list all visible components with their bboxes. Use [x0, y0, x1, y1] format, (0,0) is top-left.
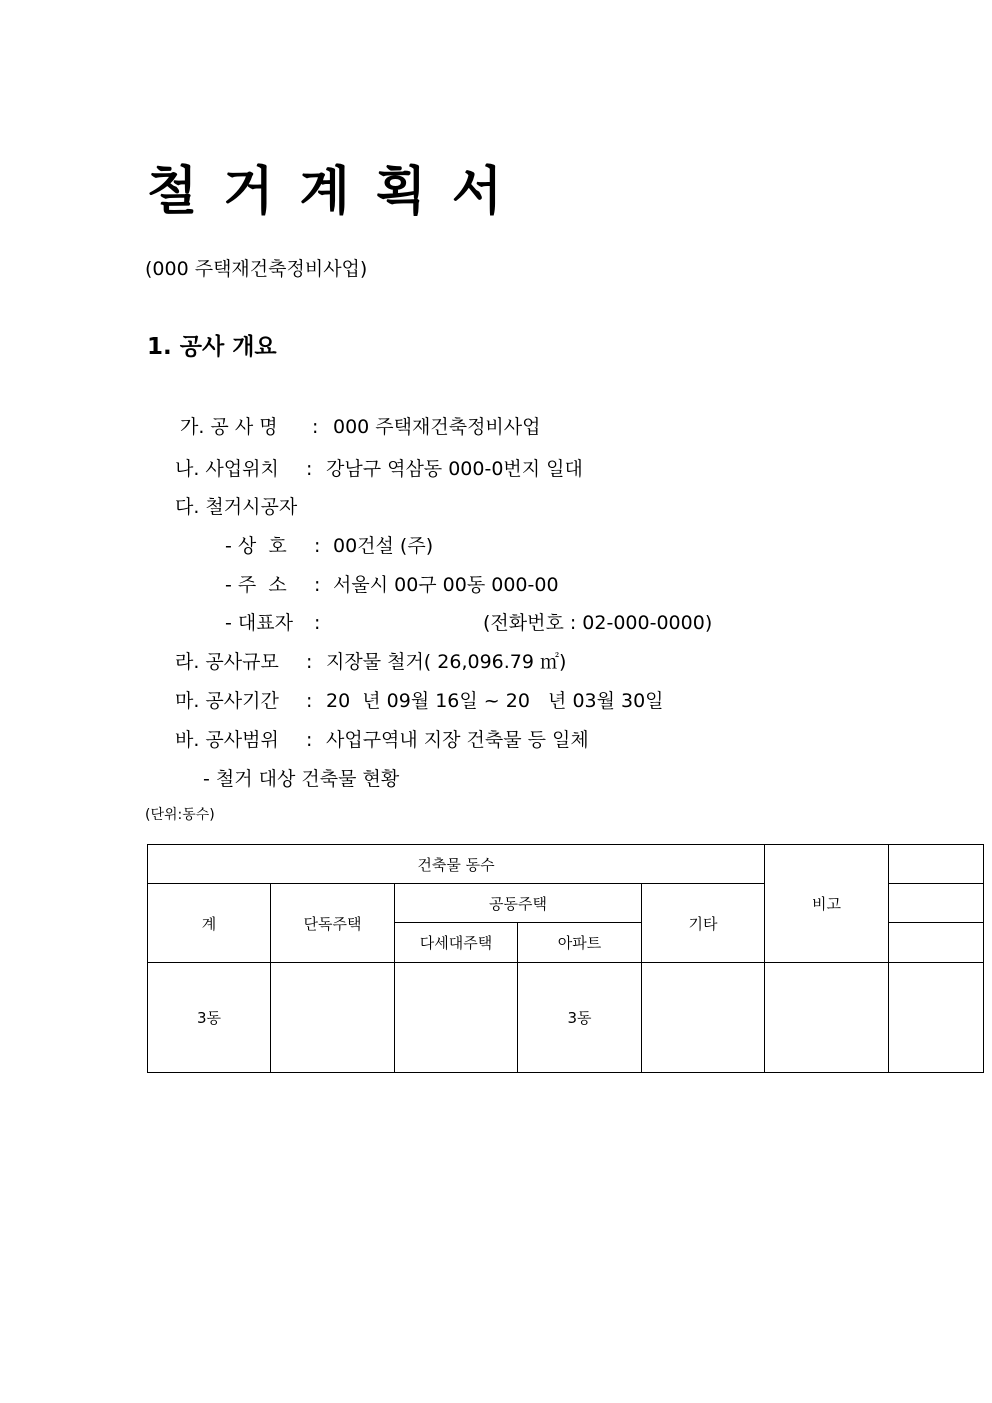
cell-other [642, 963, 765, 1073]
header-building-count: 건축물 동수 [148, 845, 765, 884]
item-address-label: - 주 소 [225, 574, 287, 596]
item-scope-label: 바. 공사범위 [175, 729, 279, 751]
section-heading: 1. 공사 개요 [147, 334, 277, 360]
item-location-label: 나. 사업위치 [175, 458, 279, 480]
item-contractor-label: 다. 철거시공자 [175, 496, 298, 518]
item-location-sep: : [306, 458, 313, 480]
item-project-name-value: 000 주택재건축정비사업 [333, 416, 541, 438]
cell-remarks [765, 963, 889, 1073]
document-title: 철거계획서 [147, 162, 529, 222]
table-row [148, 963, 984, 1073]
header-total: 계 [148, 884, 271, 963]
cell-apartment: 3동 [518, 963, 642, 1073]
header-remarks: 비고 [765, 845, 889, 963]
header-other: 기타 [642, 884, 765, 963]
extra-header-cell-2 [889, 884, 984, 923]
item-location-value: 강남구 역삼동 000-0번지 일대 [326, 458, 583, 480]
item-scale-value: 지장물 철거( 26,096.79 ㎡) [326, 651, 567, 673]
item-period-label: 마. 공사기간 [175, 690, 279, 712]
cell-detached [271, 963, 395, 1073]
item-scale-sep: : [306, 651, 313, 673]
item-project-name-sep: : [312, 416, 319, 438]
item-company-sep: : [314, 535, 321, 557]
header-detached-house: 단독주택 [271, 884, 395, 963]
item-period-sep: : [306, 690, 313, 712]
item-representative-sep: : [314, 612, 321, 634]
extra-header-cell-3 [889, 923, 984, 963]
header-multiplex-house: 다세대주택 [395, 923, 518, 963]
unit-note: (단위:동수) [145, 807, 215, 823]
cell-multiplex [395, 963, 518, 1073]
extra-header-cell-1 [889, 845, 984, 884]
item-address-sep: : [314, 574, 321, 596]
item-scope-value: 사업구역내 지장 건축물 등 일체 [326, 729, 589, 751]
header-apartment: 아파트 [518, 923, 642, 963]
item-scale-label: 라. 공사규모 [175, 651, 279, 673]
cell-extra [889, 963, 984, 1073]
item-address-value: 서울시 00구 00동 000-00 [333, 574, 559, 596]
item-project-name-label: 가. 공 사 명 [180, 416, 278, 438]
item-period-value: 20 년 09월 16일 ~ 20 년 03월 30일 [326, 690, 664, 712]
item-scope-sep: : [306, 729, 313, 751]
item-building-status-label: - 철거 대상 건축물 현황 [203, 768, 400, 790]
item-company-value: 00건설 (주) [333, 535, 434, 557]
building-count-table [147, 844, 984, 1073]
item-company-label: - 상 호 [225, 535, 287, 557]
item-representative-phone: (전화번호 : 02-000-0000) [483, 612, 713, 634]
item-representative-label: - 대표자 [225, 612, 293, 634]
document-subtitle: (000 주택재건축정비사업) [145, 258, 368, 280]
cell-total: 3동 [148, 963, 271, 1073]
header-multi-unit-housing: 공동주택 [395, 884, 642, 923]
